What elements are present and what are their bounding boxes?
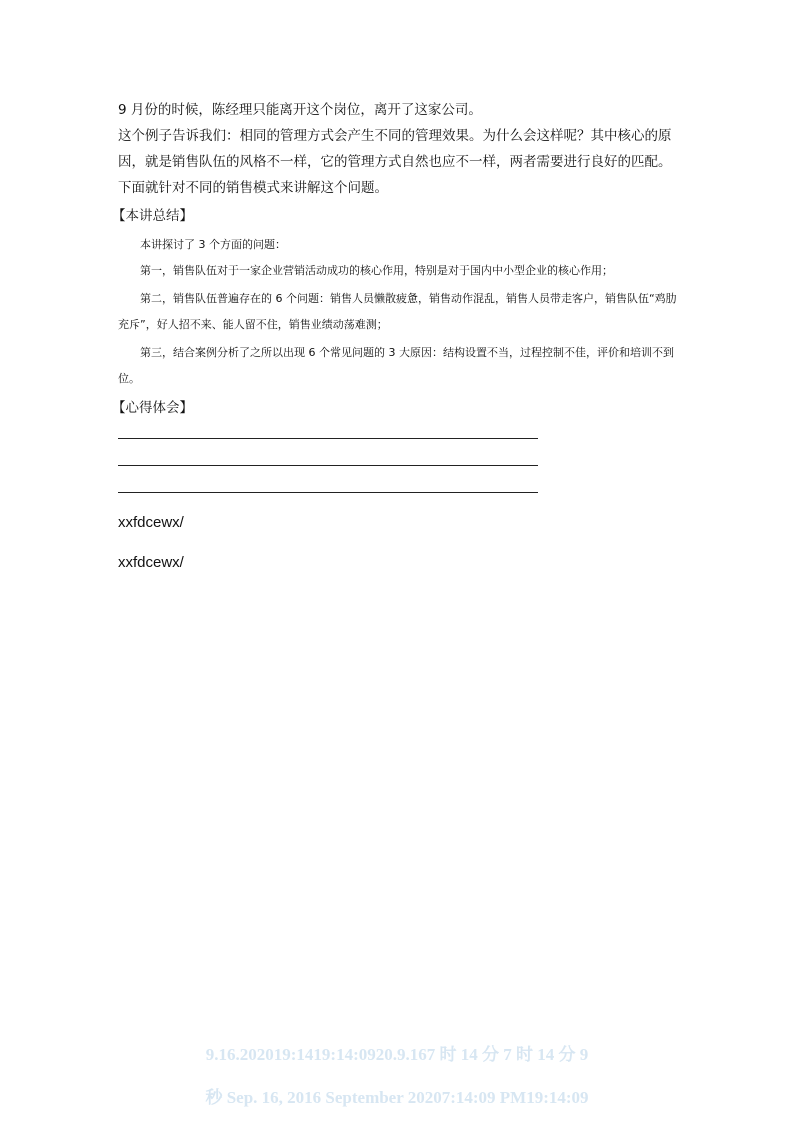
notes-line-3 [118, 492, 538, 493]
footer-timestamp-line-1: 9.16.202019:1419:14:0920.9.167 时 14 分 7 时 14 分 9 [205, 1045, 589, 1064]
footer-timestamp-line-2: 秒 Sep. 16, 2016 September 20207:14:09 PM19:14:09 [205, 1088, 589, 1107]
summary-heading: 【本讲总结】 [112, 208, 193, 224]
notes-heading: 【心得体会】 [112, 400, 193, 416]
summary-point-1: 第一，销售队伍对于一家企业营销活动成功的核心作用，特别是对于国内中小型企业的核心作用； [140, 264, 613, 277]
notes-line-2 [118, 465, 538, 466]
paragraph-intro: 9 月份的时候，陈经理只能离开这个岗位，离开了这家公司。 [118, 102, 482, 118]
code-text-1: xxfdcewx/ [118, 514, 184, 531]
code-text-2: xxfdcewx/ [118, 554, 184, 571]
summary-intro: 本讲探讨了 3 个方面的问题： [140, 238, 286, 251]
paragraph-lesson: 这个例子告诉我们：相同的管理方式会产生不同的管理效果。为什么会这样呢？其中核心的原因，就是销售队伍的风格不一样，它的管理方式自然也应不一样，两者需要进行良好的匹配。下面就针对不同的销售模式来讲解这个问题。 [118, 128, 672, 196]
notes-line-1 [118, 438, 538, 439]
summary-point-2: 第二，销售队伍普遍存在的 6 个问题：销售人员懒散疲惫，销售动作混乱，销售人员带走客户，销售队伍“鸡肋充斥”，好人招不来、能人留不住，销售业绩动荡难测； [118, 292, 677, 331]
summary-point-3: 第三，结合案例分析了之所以出现 6 个常见问题的 3 大原因：结构设置不当，过程控制不佳，评价和培训不到位。 [118, 346, 674, 385]
